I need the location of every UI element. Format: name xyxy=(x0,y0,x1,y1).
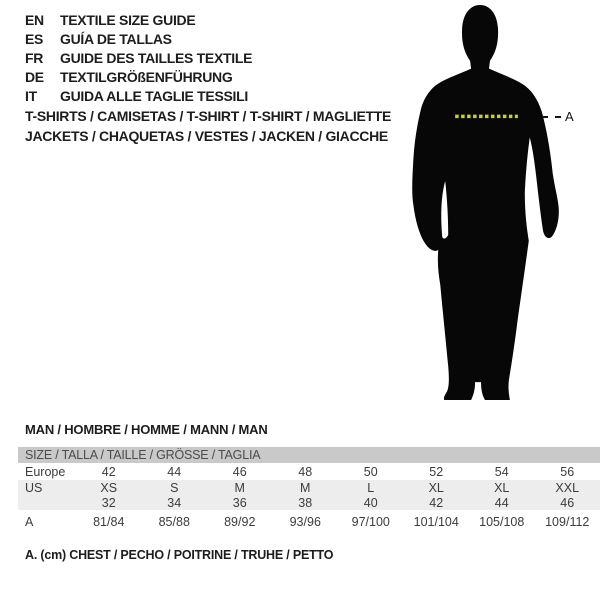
language-row xyxy=(25,67,252,86)
language-code: ES xyxy=(25,30,44,47)
table-cell: 93/96 xyxy=(289,514,321,529)
language-label: GUÍA DE TALLAS xyxy=(60,30,172,47)
language-label: GUIDE DES TAILLES TEXTILE xyxy=(60,49,253,66)
language-row xyxy=(25,29,252,48)
language-label: GUIDA ALLE TAGLIE TESSILI xyxy=(60,87,248,104)
table-cell: 42 xyxy=(429,495,444,510)
language-row xyxy=(25,10,252,29)
table-cell: 101/104 xyxy=(413,514,459,529)
table-cell: XXL xyxy=(555,480,580,495)
table-cell: L xyxy=(367,480,375,495)
table-cell: 46 xyxy=(232,464,247,479)
table-cell: 40 xyxy=(363,495,378,510)
table-row-chest xyxy=(18,510,600,530)
row-label: A xyxy=(25,514,34,529)
measure-connector-dashes xyxy=(542,116,561,118)
man-silhouette-figure xyxy=(408,2,568,400)
garment-types xyxy=(25,106,391,146)
table-cell: 54 xyxy=(494,464,509,479)
language-code: IT xyxy=(25,87,37,104)
garment-line-tshirts: T-SHIRTS / CAMISETAS / T-SHIRT / T-SHIRT / MAGLIETTE xyxy=(25,108,392,124)
table-cell: 36 xyxy=(232,495,247,510)
table-cell: 89/92 xyxy=(224,514,256,529)
table-cell: 38 xyxy=(298,495,313,510)
language-row xyxy=(25,48,252,67)
table-cell: S xyxy=(170,480,179,495)
table-cell: M xyxy=(234,480,245,495)
man-silhouette-svg xyxy=(408,2,568,400)
language-code: DE xyxy=(25,68,44,85)
table-cell: 50 xyxy=(363,464,378,479)
table-cell: XL xyxy=(494,480,510,495)
table-cell: M xyxy=(300,480,311,495)
table-cell: 44 xyxy=(167,464,182,479)
row-label: Europe xyxy=(25,464,66,479)
language-label: TEXTILE SIZE GUIDE xyxy=(60,11,196,28)
table-cell: 56 xyxy=(560,464,575,479)
language-legend xyxy=(25,10,252,105)
language-row xyxy=(25,86,252,105)
table-row-numeric xyxy=(18,495,600,510)
garment-line-jackets: JACKETS / CHAQUETAS / VESTES / JACKEN / GIACCHE xyxy=(25,128,388,144)
size-table-header: SIZE / TALLA / TAILLE / GRÖSSE / TAGLIA xyxy=(18,447,600,463)
language-label: TEXTILGRÖßENFÜHRUNG xyxy=(60,68,233,85)
table-cell: 109/112 xyxy=(545,514,590,529)
chest-footnote: A. (cm) CHEST / PECHO / POITRINE / TRUHE / PETTO xyxy=(25,548,334,562)
table-cell: 44 xyxy=(494,495,509,510)
language-code: EN xyxy=(25,11,44,28)
table-cell: XL xyxy=(428,480,444,495)
table-row-us xyxy=(18,480,600,495)
table-cell: 85/88 xyxy=(158,514,190,529)
size-table xyxy=(18,447,600,530)
table-cell: 105/108 xyxy=(479,514,525,529)
man-silhouette-shape xyxy=(412,5,559,400)
row-label: US xyxy=(25,480,43,495)
table-cell: 81/84 xyxy=(93,514,125,529)
table-cell: XS xyxy=(100,480,118,495)
table-cell: 97/100 xyxy=(351,514,390,529)
table-cell: 46 xyxy=(560,495,575,510)
table-cell: 42 xyxy=(101,464,116,479)
measure-label-a: A xyxy=(565,109,574,124)
table-row-europe xyxy=(18,463,600,480)
section-title-man: MAN / HOMBRE / HOMME / MANN / MAN xyxy=(25,422,268,437)
table-cell: 32 xyxy=(101,495,116,510)
table-cell: 34 xyxy=(167,495,182,510)
table-cell: 52 xyxy=(429,464,444,479)
language-code: FR xyxy=(25,49,44,66)
table-cell: 48 xyxy=(298,464,313,479)
